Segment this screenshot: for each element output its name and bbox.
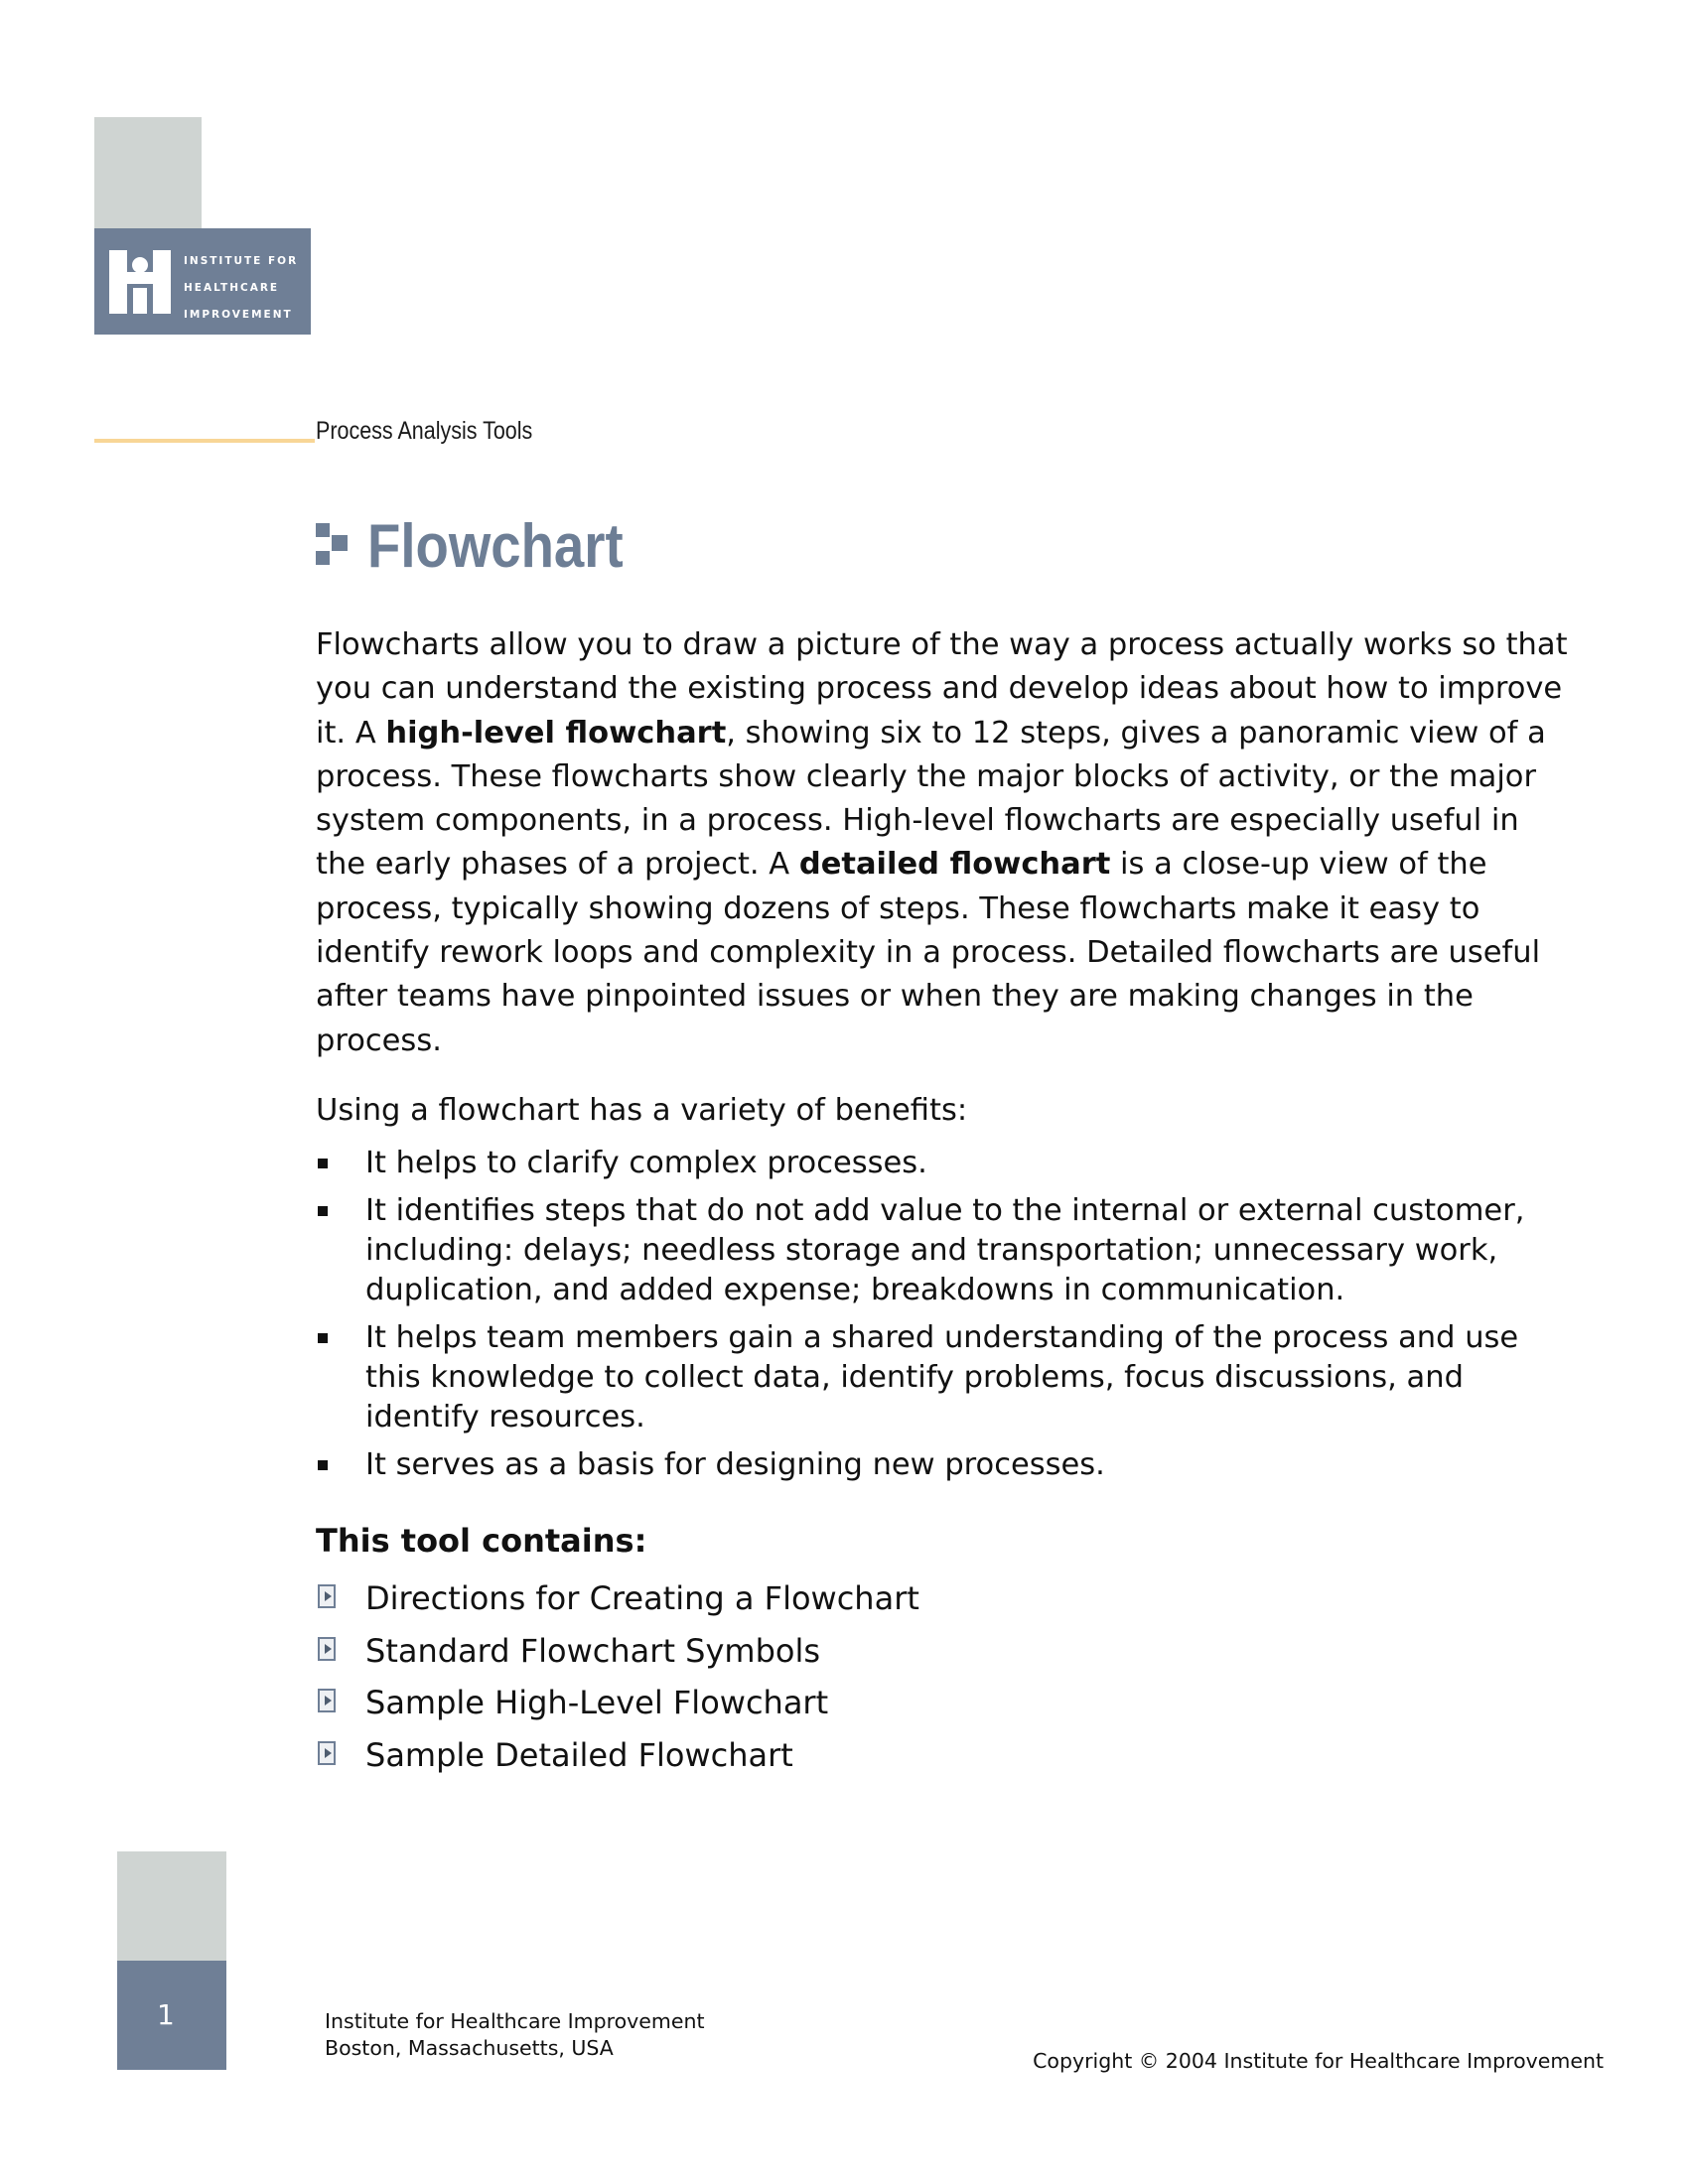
ihi-logo [94,228,311,335]
benefit-item [316,1144,1572,1183]
logo-text [184,248,298,329]
contains-heading: This tool contains: [316,1522,647,1560]
footer-address [325,2008,705,2062]
intro-text: Flowcharts allow you to draw a picture of the way a process actually works so that you can understand the existing process and develop ideas about how to improve it. A [316,627,1568,751]
benefit-text: It helps to clarify complex processes. [365,1146,927,1180]
contents-list [316,1572,919,1781]
header-rule [94,439,315,443]
footer-location: Boston, Massachusetts, USA [325,2036,614,2060]
page-title: Flowchart [367,511,624,581]
bullet-square-icon [318,1206,328,1216]
benefit-text: It identifies steps that do not add value to the internal or external customer, including: delays; needless storage and transportation; unnecessary work, duplication, and added expense; breakdowns in communication. [365,1193,1525,1307]
title-squares-icon [316,521,350,571]
logo-line: IMPROVEMENT [184,309,293,321]
intro-text: , showing six to 12 steps, gives a panoramic view of a process. These flowcharts show clearly the major blocks of activity, or the major system components, in a process. High-level flowcharts are especially useful in the early phases of a project. A [316,715,1546,883]
arrow-box-icon [318,1584,336,1608]
contents-item[interactable] [316,1729,919,1782]
benefit-item [316,1445,1572,1485]
page-marker [117,1961,226,2070]
ihi-logo-mark-icon [106,248,174,316]
contents-item[interactable] [316,1572,919,1625]
title-row [316,511,658,581]
contents-item-label: Standard Flowchart Symbols [365,1631,821,1670]
contents-item-label: Sample Detailed Flowchart [365,1735,793,1774]
logo-top-block [94,117,202,228]
arrow-box-icon [318,1689,336,1712]
intro-text: is a close-up view of the process, typically showing dozens of steps. These flowcharts make it easy to identify rework loops and complexity in a process. Detailed flowcharts are useful after teams have pinpointed issues or when they are making changes in the process. [316,847,1541,1058]
intro-bold-term: high-level flowchart [385,715,727,751]
logo-line: HEALTHCARE [184,282,280,294]
contents-item-label: Directions for Creating a Flowchart [365,1579,919,1617]
footer-copyright: Copyright © 2004 Institute for Healthcare Improvement [1033,2049,1604,2073]
bullet-square-icon [318,1159,328,1168]
section-label: Process Analysis Tools [316,417,533,445]
bullet-square-icon [318,1333,328,1343]
arrow-box-icon [318,1637,336,1661]
benefit-item [316,1191,1572,1310]
contents-item-label: Sample High-Level Flowchart [365,1684,829,1721]
benefit-text: It serves as a basis for designing new processes. [365,1447,1105,1482]
benefit-text: It helps team members gain a shared understanding of the process and use this knowledge to collect data, identify problems, focus discussions, and identify resources. [365,1320,1519,1434]
page-marker-top-block [117,1851,226,1961]
footer-org-name: Institute for Healthcare Improvement [325,2009,705,2033]
intro-paragraph [316,623,1572,1063]
intro-bold-term: detailed flowchart [798,847,1111,883]
contents-item[interactable] [316,1625,919,1678]
logo-line: INSTITUTE FOR [184,255,299,267]
contents-item[interactable] [316,1677,919,1729]
arrow-box-icon [318,1741,336,1765]
benefit-item [316,1318,1572,1437]
benefits-intro: Using a flowchart has a variety of benefits: [316,1093,968,1128]
benefits-list [316,1144,1572,1493]
bullet-square-icon [318,1460,328,1470]
page-number: 1 [157,1998,175,2031]
